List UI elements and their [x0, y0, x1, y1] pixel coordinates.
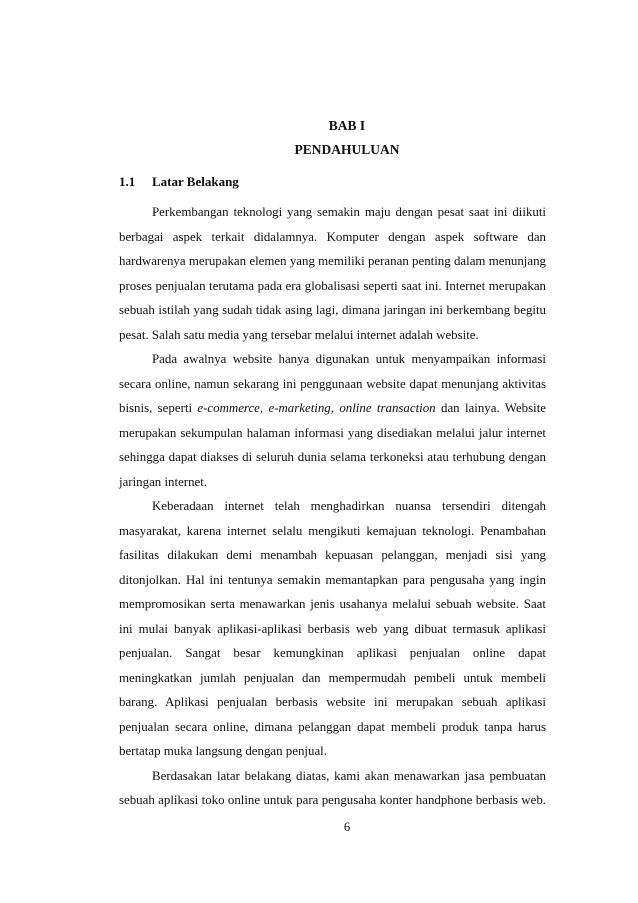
page-number: [0, 819, 638, 835]
paragraph-2-text-before: Pada awalnya website hanya digunakan untuk menyampaikan informasi secara online, namun sekarang ini penggunaan website dapat menunjang aktivitas bisnis, seperti: [119, 352, 546, 415]
paragraph-2: [119, 347, 546, 494]
section-number: 1.1: [119, 174, 136, 189]
paragraph-3: Keberadaan internet telah menghadirkan nuansa tersendiri ditengah masyarakat, karena internet selalu mengikuti kemajuan teknologi. Penambahan fasilitas dilakukan demi menambah kepuasan pelanggan, menjadi sisi yang ditonjolkan. Hal ini tentunya semakin memantapkan para pengusaha yang ingin mempromosikan serta menawarkan jenis usahanya melalui sebuah website. Saat ini mulai banyak aplikasi-aplikasi berbasis web yang dibuat termasuk aplikasi penjualan. Sangat besar kemungkinan aplikasi penjualan online dapat meningkatkan jumlah penjualan dan mempermudah pembeli untuk membeli barang. Aplikasi penjualan berbasis website ini merupakan sebuah aplikasi penjualan secara online, dimana pelanggan dapat membeli produk tanpa harus bertatap muka langsung dengan penjual.: [119, 499, 546, 758]
chapter-title: PENDAHULUAN: [294, 142, 400, 157]
body-text: [119, 200, 546, 813]
section-heading: [119, 172, 239, 192]
page-number-text: 6: [343, 820, 351, 834]
paragraph-1: Perkembangan teknologi yang semakin maju dengan pesat saat ini diikuti berbagai aspek terkait didalamnya. Komputer dengan aspek software dan hardwarenya merupakan elemen yang memiliki peranan penting dalam menunjang proses penjualan terutama pada era globalisasi seperti saat ini. Internet merupakan sebuah istilah yang sudah tidak asing lagi, dimana jaringan ini berkembang begitu pesat. Salah satu media yang tersebar melalui internet adalah website.: [119, 205, 546, 342]
chapter-number: BAB I: [328, 118, 366, 133]
paragraph-4: Berdasakan latar belakang diatas, kami akan menawarkan jasa pembuatan sebuah aplikasi toko online untuk para pengusaha konter handphone berbasis web.: [119, 768, 546, 807]
section-title: Latar Belakang: [152, 174, 239, 189]
paragraph-2-text-after: dan lainya. Website merupakan sekumpulan halaman informasi yang disediakan melalui jalur internet sehingga dapat diakses di seluruh dunia selama terkoneksi atau terhubung dengan jaringan internet.: [119, 401, 547, 489]
paragraph-2-italic-terms: e-commerce, e-marketing, online transaction: [197, 401, 436, 415]
chapter-heading: [0, 114, 638, 162]
